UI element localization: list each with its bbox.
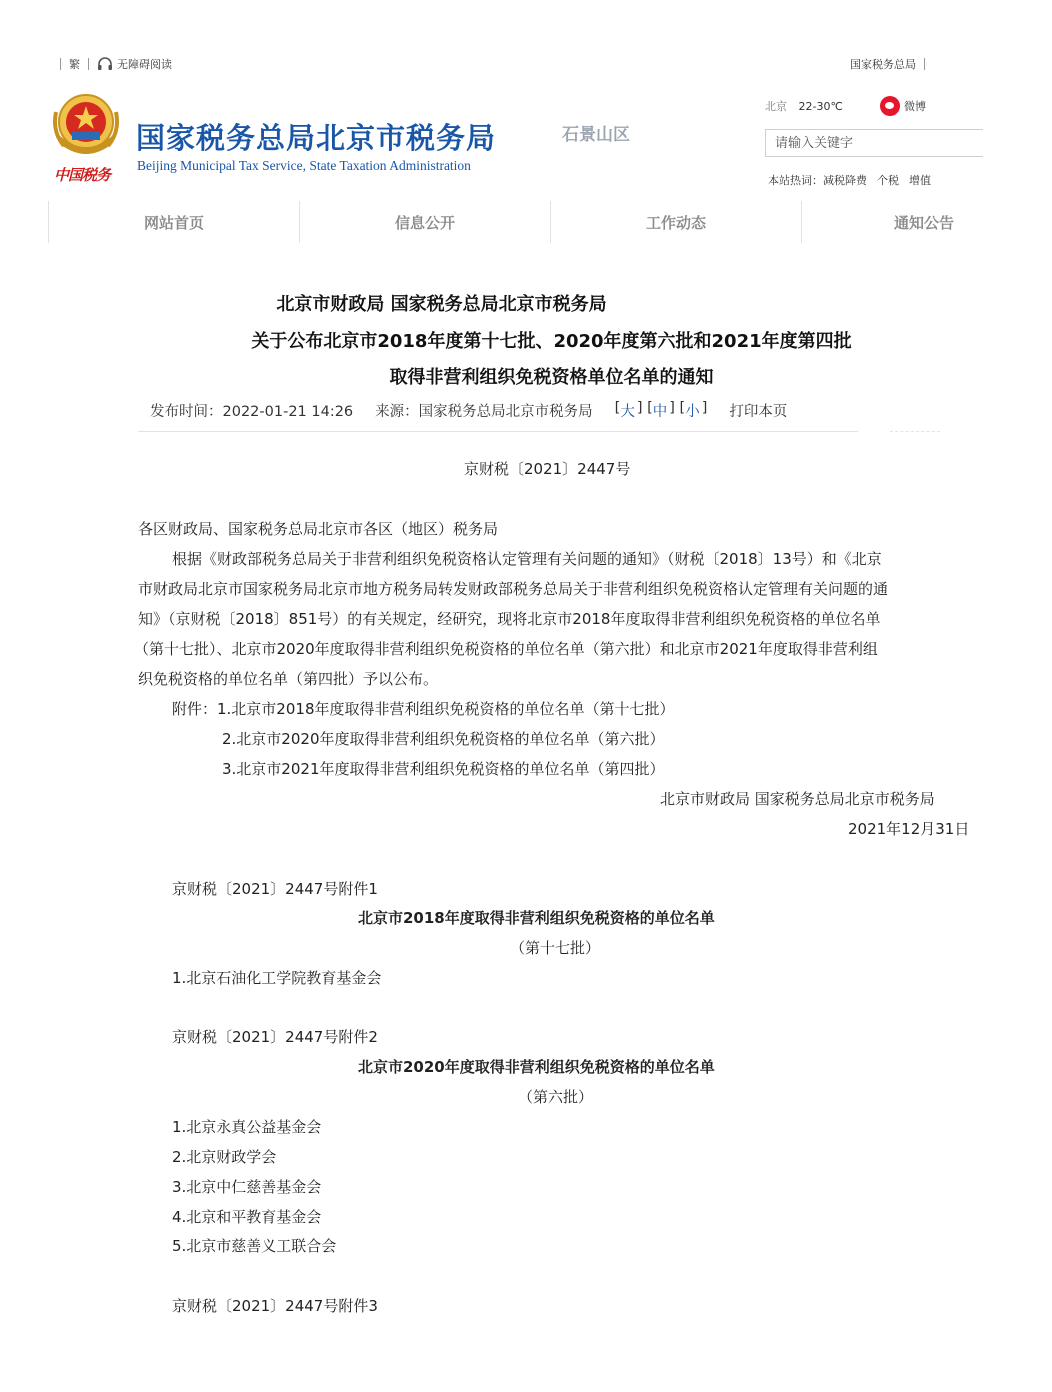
hot-word-link[interactable]: 增值 bbox=[909, 174, 931, 187]
list-item: 4.北京和平教育基金会 bbox=[172, 1208, 322, 1226]
top-utility-bar bbox=[0, 52, 983, 76]
attachment-item: 3.北京市2021年度取得非营利组织免税资格的单位名单（第四批） bbox=[222, 760, 665, 778]
signature-date: 2021年12月31日 bbox=[848, 820, 970, 838]
body-paragraph-line: 根据《财政部税务总局关于非营利组织免税资格认定管理有关问题的通知》（财税〔2018〕13号）和《北京 bbox=[172, 550, 882, 568]
headphone-icon bbox=[97, 57, 113, 71]
main-nav bbox=[48, 201, 983, 243]
weather-temperature: 22-30℃ bbox=[798, 100, 843, 113]
china-tax-slogan: 中国税务 bbox=[54, 166, 111, 184]
list-item: 3.北京中仁慈善基金会 bbox=[172, 1178, 322, 1196]
article-title-line3: 取得非营利组织免税资格单位名单的通知 bbox=[389, 367, 714, 388]
nav-item-notices-label: 通知公告 bbox=[894, 213, 955, 232]
annex1-batch: （第十七批） bbox=[510, 939, 601, 957]
annex1-title: 北京市2018年度取得非营利组织免税资格的单位名单 bbox=[358, 909, 715, 927]
weather-widget bbox=[765, 98, 843, 114]
weibo-label: 微博 bbox=[904, 100, 926, 113]
search-input[interactable] bbox=[765, 129, 983, 157]
annex2-title: 北京市2020年度取得非营利组织免税资格的单位名单 bbox=[358, 1058, 715, 1076]
document-number: 京财税〔2021〕2447号 bbox=[464, 460, 631, 478]
hot-word-link[interactable]: 个税 bbox=[877, 174, 899, 187]
article-title-line1: 北京市财政局 国家税务总局北京市税务局 bbox=[276, 294, 607, 315]
attachment-item: 附件：1.北京市2018年度取得非营利组织免税资格的单位名单（第十七批） bbox=[172, 700, 675, 718]
sta-link[interactable]: 国家税务总局 bbox=[850, 58, 916, 71]
weibo-link[interactable] bbox=[880, 96, 926, 116]
accessible-reading-label: 无障碍阅读 bbox=[117, 58, 172, 71]
list-item: 2.北京财政学会 bbox=[172, 1148, 277, 1166]
divider bbox=[60, 58, 61, 70]
print-page-link[interactable]: 打印本页 bbox=[729, 404, 788, 420]
nav-item-work-news[interactable]: 工作动态 bbox=[550, 201, 801, 243]
divider bbox=[88, 58, 89, 70]
font-size-small[interactable]: 小 bbox=[685, 404, 700, 420]
annex1-ref: 京财税〔2021〕2447号附件1 bbox=[172, 880, 378, 898]
weibo-icon bbox=[880, 96, 900, 116]
district-name: 石景山区 bbox=[562, 125, 630, 145]
nav-item-notices[interactable] bbox=[801, 201, 1052, 243]
traditional-chinese-link[interactable]: 繁 bbox=[69, 58, 80, 71]
attachment-item: 2.北京市2020年度取得非营利组织免税资格的单位名单（第六批） bbox=[222, 730, 665, 748]
body-paragraph-line: 市财政局北京市国家税务局北京市地方税务局转发财政部税务总局关于非营利组织免税资格认定管理有关问题的通 bbox=[138, 580, 889, 598]
divider bbox=[924, 58, 925, 70]
signature: 北京市财政局 国家税务总局北京市税务局 bbox=[660, 790, 935, 808]
weather-city: 北京 bbox=[765, 100, 787, 113]
site-title[interactable]: 国家税务总局北京市税务局 bbox=[136, 121, 497, 155]
site-subtitle: Beijing Municipal Tax Service, State Taxation Administration bbox=[137, 158, 471, 173]
font-size-large[interactable]: 大 bbox=[620, 404, 635, 420]
meta-divider bbox=[138, 431, 858, 432]
accessible-reading-link[interactable] bbox=[97, 56, 172, 72]
body-paragraph-line: （第十七批）、北京市2020年度取得非营利组织免税资格的单位名单（第六批）和北京市2021年度取得非营利组 bbox=[134, 640, 878, 658]
hot-word-link[interactable]: 减税降费 bbox=[823, 174, 867, 187]
annex2-ref: 京财税〔2021〕2447号附件2 bbox=[172, 1028, 378, 1046]
addressee: 各区财政局、国家税务总局北京市各区（地区）税务局 bbox=[138, 520, 499, 538]
body-paragraph-line: 织免税资格的单位名单（第四批）予以公布。 bbox=[138, 670, 439, 688]
article-meta: 发布时间：2022-01-21 14:26 来源：国家税务总局北京市税务局 [ 大 ] [ 中 ] [ 小 ] 打印本页 bbox=[150, 400, 788, 420]
body-paragraph-line: 知》（京财税〔2018〕851号）的有关规定，经研究，现将北京市2018年度取得非营利组织免税资格的单位名单 bbox=[138, 610, 881, 628]
hot-words-label: 本站热词： bbox=[768, 174, 823, 187]
list-item: 1.北京永真公益基金会 bbox=[172, 1118, 322, 1136]
article-source: 来源：国家税务总局北京市税务局 bbox=[375, 404, 593, 420]
annex3-ref: 京财税〔2021〕2447号附件3 bbox=[172, 1297, 378, 1315]
publish-time: 发布时间：2022-01-21 14:26 bbox=[150, 404, 354, 420]
hot-words bbox=[768, 172, 983, 188]
article-title-line2: 关于公布北京市2018年度第十七批、2020年度第六批和2021年度第四批 bbox=[251, 331, 852, 352]
annex2-batch: （第六批） bbox=[518, 1088, 594, 1106]
nav-item-home[interactable]: 网站首页 bbox=[48, 201, 299, 243]
list-item: 1.北京石油化工学院教育基金会 bbox=[172, 969, 382, 987]
list-item: 5.北京市慈善义工联合会 bbox=[172, 1237, 337, 1255]
font-size-medium[interactable]: 中 bbox=[652, 404, 668, 420]
nav-item-info-disclosure[interactable]: 信息公开 bbox=[299, 201, 550, 243]
tax-emblem-logo bbox=[50, 92, 122, 162]
meta-divider-tail bbox=[890, 431, 940, 432]
